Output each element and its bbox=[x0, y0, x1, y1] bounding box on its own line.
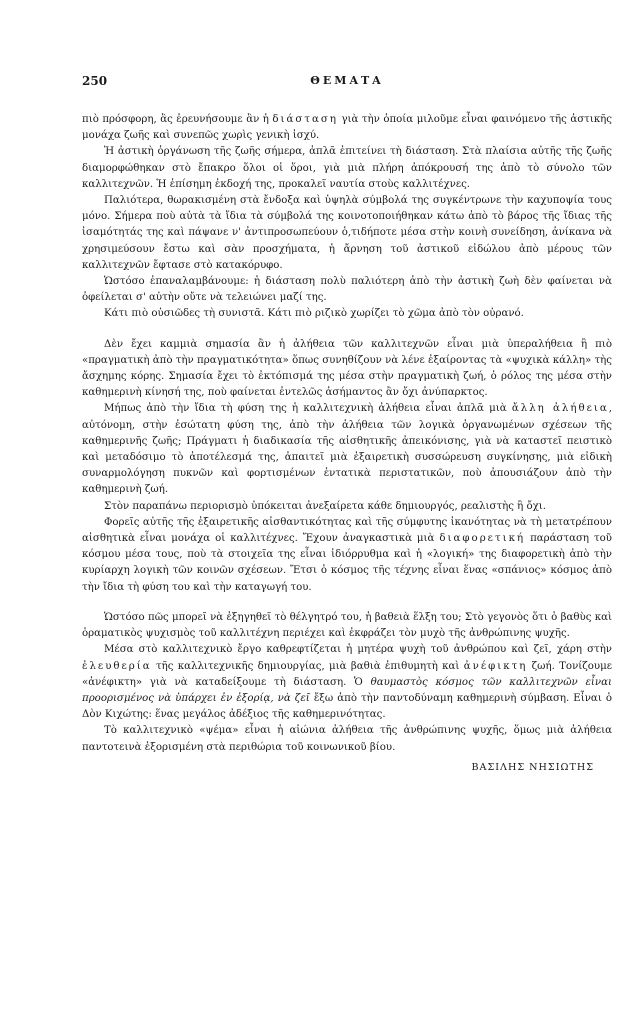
page-header bbox=[82, 74, 612, 96]
paragraph-p3 bbox=[82, 193, 612, 274]
author-signature: ΒΑΣΙΛΗΣ ΝΗΣΙΩΤΗΣ bbox=[471, 761, 594, 773]
section-gap bbox=[82, 596, 612, 610]
article-body bbox=[82, 112, 612, 756]
paragraph-p7 bbox=[82, 401, 612, 498]
paragraph-text: , αὐτόνομη, στὴν ἐσώτατη φύση της, ἀπὸ τὴν ἀλήθεια τῶν λογικὰ ὀργανωμένων σχέσεων τῆς καθημερινῆς ζωῆς; Πράγματι ἡ διαδικασία τῆς αἰσθητικῆς ἀπεικόνισης, γιὰ νὰ καταστεῖ πειστικὸ καὶ μεταδόσιμο τὸ ἀποτέλεσμά της, ἀπαιτεῖ μιὰ ἐξαιρετικὴ συσσώρευση συγκίνησης, μιὰ εἰδικὴ συναρμολόγηση πυκνῶν καὶ φορτισμένων ἐντατικὰ περιστατικῶν, ποὺ ἀπουσιάζουν ἀπὸ τὴν καθημερινὴ ζωή. bbox=[82, 403, 612, 496]
paragraph-text: γιὰ τὴν ὁποία μιλοῦμε εἶναι φαινόμενο τῆς ἀστικῆς μονάχα ζωῆς καὶ συνεπῶς χωρὶς γενικὴ ἰσχύ. bbox=[82, 114, 612, 142]
paragraph-p9 bbox=[82, 515, 612, 596]
paragraph-text: θαυμαστὸς κόσμος τῶν καλλιτεχνῶν εἶναι προορισμένος νὰ ὑπάρχει ἐν ἐξορίᾳ, νὰ ζεῖ bbox=[82, 676, 612, 704]
paragraph-text: ζωή. Τονίζουμε «ἀνέφικτη» γιὰ νὰ καταδείξουμε τὴ διάσταση. Ὁ bbox=[82, 660, 612, 688]
paragraph-p4 bbox=[82, 274, 612, 306]
running-title: ΘΕΜΑΤΑ bbox=[310, 74, 384, 87]
paragraph-p6 bbox=[82, 337, 612, 402]
paragraph-text: Ἡ ἀστικὴ ὀργάνωση τῆς ζωῆς σήμερα, ἁπλᾶ ἐπιτείνει τὴ διάσταση. Στὰ πλαίσια αὐτῆς τῆς ζωῆς διαμορφώθηκαν στὸ ἔπακρο ὅλοι οἱ ὅροι, γιὰ μιὰ πλήρη ἀπόκρουσή της ἀπὸ τὸ σύνολο τῶν καλλιτεχνῶν. Ἡ ἐπίσημη ἐκδοχή της, προκαλεῖ ναυτία στοὺς καλλιτέχνες. bbox=[82, 146, 612, 190]
paragraph-p5 bbox=[82, 306, 612, 322]
paragraph-p10 bbox=[82, 610, 612, 642]
paragraph-text: ἀνέφικτη bbox=[463, 660, 528, 672]
paragraph-text: διάσταση bbox=[272, 114, 338, 125]
document-page bbox=[82, 74, 612, 773]
paragraph-text: Τὸ καλλιτεχνικὸ «ψέμα» εἶναι ἡ αἰώνια ἀλήθεια τῆς ἀνθρώπινης ψυχῆς, ὅμως μιὰ ἀλήθεια παντοτεινὰ ἐξορισμένη στὰ περιθώρια τοῦ κοινωνικοῦ βίου. bbox=[82, 725, 612, 753]
paragraph-text: Κάτι πιὸ οὐσιῶδες τὴ συνιστᾶ. Κάτι πιὸ ριζικὸ χωρίζει τὸ χῶμα ἀπὸ τὸν οὐρανό. bbox=[104, 308, 524, 320]
paragraph-text: Φορεῖς αὐτῆς τῆς ἐξαιρετικῆς αἰσθαντικότητας καὶ τῆς σύμφυτης ἱκανότητας νὰ τὴ μετατρέπουν αἰσθητικὰ εἶναι μονάχα οἱ καλλιτέχνες. Ἔχουν ἀναγκαστικὰ μιὰ bbox=[82, 516, 612, 545]
paragraph-p1 bbox=[82, 112, 612, 144]
paragraph-text: παράσταση τοῦ κόσμου μέσα τους, ποὺ τὰ στοιχεῖα της εἶναι ἰδιόρρυθμα καὶ ἡ «λογική» της διαφορετικὴ ἀπὸ τὴν κυρίαρχη λογικὴ τῶν κοινῶν σχέσεων. Ἔτσι ὁ κόσμος τῆς τέχνης εἶναι ἕνας «σπάνιος» κόσμος ἀπὸ τὴν ἴδια τὴ φύση του καὶ τὴν καταγωγή του. bbox=[82, 533, 612, 593]
paragraph-text: Μέσα στὸ καλλιτεχνικὸ ἔργο καθρεφτίζεται ἡ μητέρα ψυχὴ τοῦ ἀνθρώπου καὶ ζεῖ, χάρη στὴν bbox=[104, 644, 612, 656]
paragraph-text: Δὲν ἔχει καμμιὰ σημασία ἂν ἡ ἀλήθεια τῶν καλλιτεχνῶν εἶναι μιὰ ὑπεραλήθεια ἢ πιὸ «πραγματικὴ ἀπὸ τὴν πραγματικότητα» ὅπως συνηθίζουν νὰ λένε ἐξαίροντας τὰ «ψυχικὰ κάλλη» τὴς ἄσχημης κόρης. Σημασία ἔχει τὸ ἐκτόπισμά της μέσα στὴν πραγματικὴ ζωή, ὁ ρόλος της μέσα στὴν καθημερινὴ κίνησή της, ποὺ φαίνεται ἐντελῶς ἀσήμαντος ἂν ὄχι ἀνύπαρκτος. bbox=[82, 338, 612, 399]
paragraph-text: Ὡστόσο ἐπαναλαμβάνουμε: ἡ διάσταση πολὺ παλιότερη ἀπὸ τὴν ἀστικὴ ζωὴ δὲν φαίνεται νὰ ὀφείλεται σ' αὐτὴν οὔτε νὰ τελειώνει μαζί της. bbox=[82, 276, 612, 304]
paragraph-text: Στὸν παραπάνω περιορισμὸ ὑπόκειται ἀνεξαίρετα κάθε δημιουργός, ρεαλιστὴς ἢ ὄχι. bbox=[104, 500, 547, 512]
paragraph-text: Μήπως ἀπὸ τὴν ἴδια τὴ φύση της ἡ καλλιτεχνικὴ ἀλήθεια εἶναι ἁπλᾶ μιὰ bbox=[104, 403, 512, 415]
paragraph-text: διαφορετική bbox=[439, 533, 526, 545]
paragraph-text: ἄλλη ἀλήθεια bbox=[511, 403, 609, 415]
paragraph-text: ἐλευθερία bbox=[82, 660, 152, 672]
paragraph-p8 bbox=[82, 499, 612, 515]
paragraph-p2 bbox=[82, 144, 612, 193]
paragraph-p11 bbox=[82, 642, 612, 723]
section-gap bbox=[82, 323, 612, 337]
paragraph-text: Ὡστόσο πῶς μπορεῖ νὰ ἐξηγηθεῖ τὸ θέλγητρό του, ἡ βαθειὰ ἕλξη του; Στὸ γεγονὸς ὅτι ὁ βαθὺς καὶ ὁραματικὸς ψυχισμὸς τοῦ καλλιτέχνη περιέχει καὶ ἐκφράζει τὸν μυχὸ τῆς ἀνθρώπινης ψυχῆς. bbox=[82, 611, 612, 640]
paragraph-text: ἔξω ἀπὸ τὴν παντοδύναμη καθημερινὴ σύμβαση. Εἶναι ὁ Δὸν Κιχώτης: ἕνας μεγάλος ἀδέξιος τῆς καθημερινότητας. bbox=[82, 692, 612, 721]
paragraph-text: πιὸ πρόσφορη, ἂς ἐρευνήσουμε ἂν ἡ bbox=[82, 114, 273, 125]
paragraph-text: τῆς καλλιτεχνικῆς δημιουργίας, μιὰ βαθιὰ ἐπιθυμητὴ καὶ bbox=[151, 660, 464, 672]
page-number: 250 bbox=[82, 74, 108, 88]
paragraph-text: Παλιότερα, θωρακισμένη στὰ ἔνδοξα καὶ ὑψηλὰ σύμβολά της συγκέντρωνε τὴν καχυποψία τους μόνο. Σήμερα ποὺ αὐτὰ τὰ ἴδια τὰ σύμβολά της κοινοτοποιήθηκαν κάτω ἀπὸ τὸ βάρος τῆς ἴδιας τῆς ἰσαμότητάς της καὶ πάψανε ν' ἀντιπροσωπεύουν ὁ,τιδήποτε μέσα στὴν κοινὴ συνείδηση, ἀνίκανα νὰ χρησιμεύσουν ἔστω καὶ σὰν προσχήματα, ἡ ἄρνηση τοῦ ἀστικοῦ εἰδώλου ἀπὸ μέρους τῶν καλλιτεχνῶν ἔφτασε στὸ κατακόρυφο. bbox=[82, 195, 612, 271]
paragraph-p12 bbox=[82, 723, 612, 755]
